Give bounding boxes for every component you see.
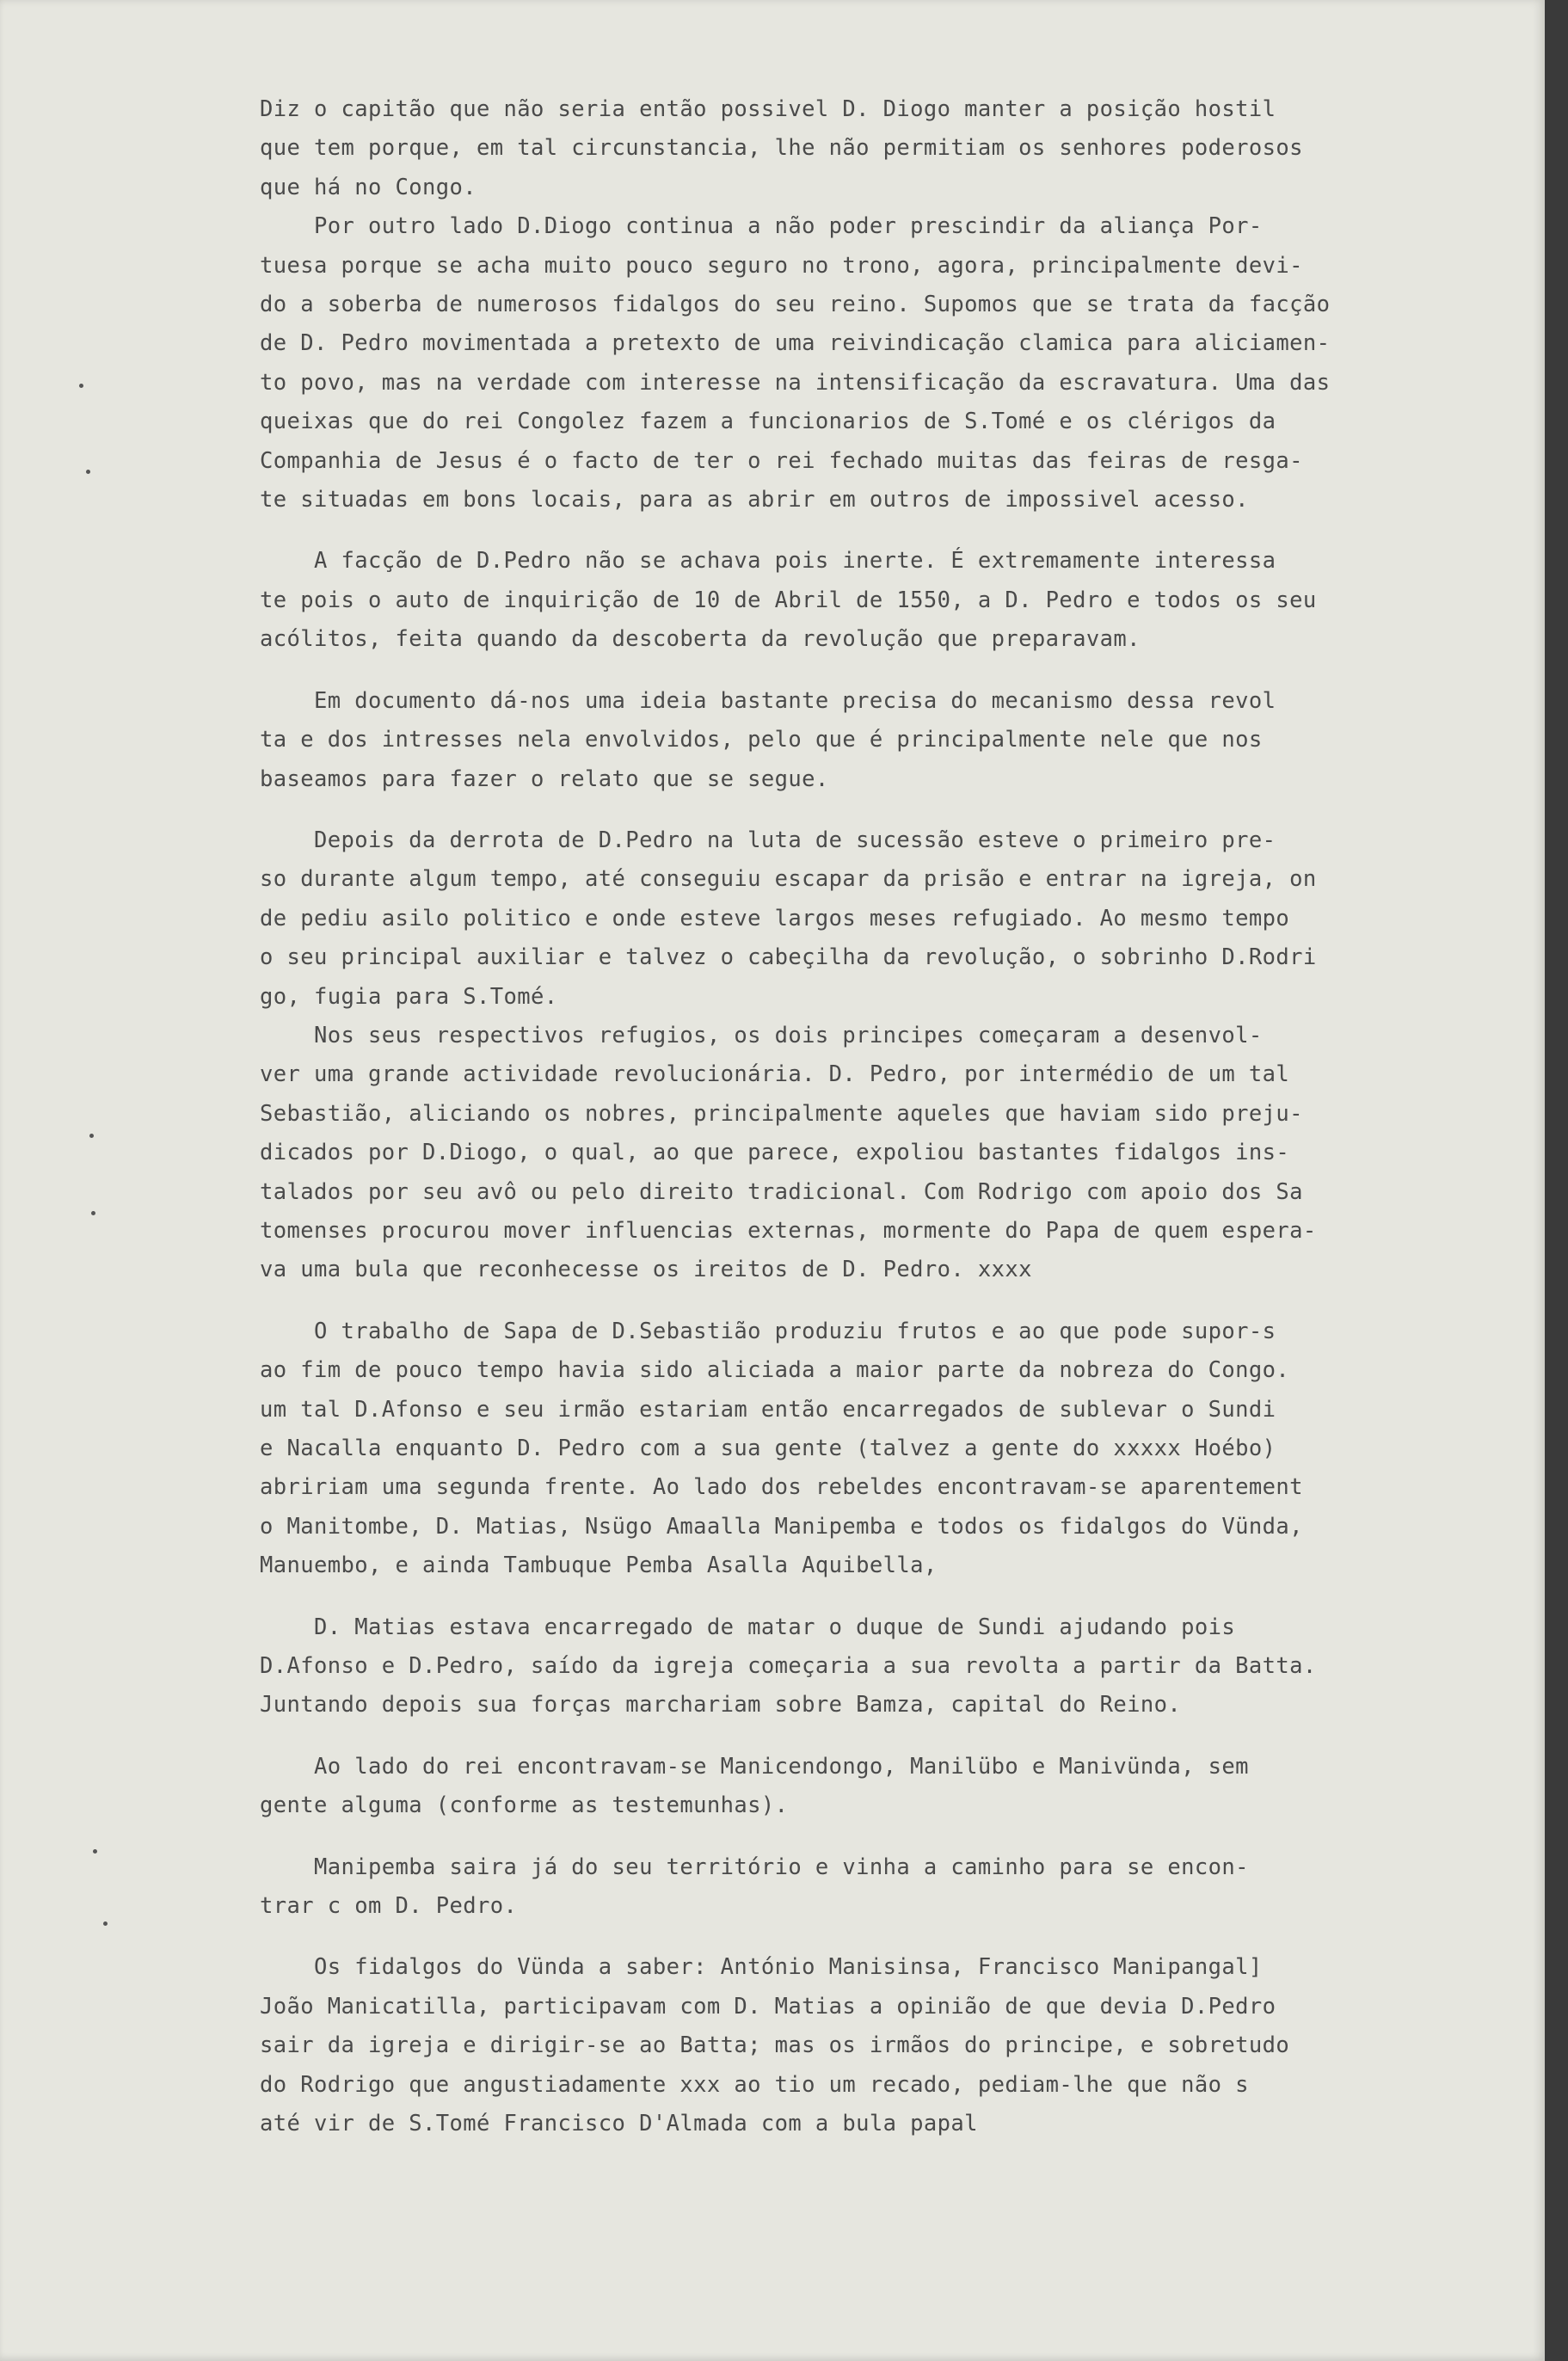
text-line: D. Matias estava encarregado de matar o duque de Sundi ajudando pois (260, 1614, 1236, 1640)
paragraph (260, 542, 1490, 659)
text-line: até vir de S.Tomé Francisco D'Almada com a bula papal (260, 2111, 978, 2137)
text-line: go, fugia para S.Tomé. (260, 983, 558, 1010)
text-line: D.Afonso e D.Pedro, saído da igreja começaria a sua revolta a partir da Batta. (260, 1653, 1317, 1680)
paragraph (260, 1608, 1490, 1725)
text-line: tomenses procurou mover influencias externas, mormente do Papa de quem espera- (260, 1217, 1317, 1244)
text-line: sair da igreja e dirigir-se ao Batta; mas os irmãos do principe, e sobretudo (260, 2032, 1290, 2059)
text-line: que há no Congo. (260, 174, 477, 200)
text-line: acólitos, feita quando da descoberta da revolução que preparavam. (260, 626, 1141, 653)
text-line: e Nacalla enquanto D. Pedro com a sua gente (talvez a gente do xxxxx Hoébo) (260, 1436, 1276, 1461)
text-line: Manuembo, e ainda Tambuque Pemba Asalla Aquibella, (260, 1552, 938, 1579)
text-line: to povo, mas na verdade com interesse na intensificação da escravatura. Uma das (260, 369, 1331, 396)
text-line: Manipemba saira já do seu território e vinha a caminho para se encon- (260, 1854, 1249, 1880)
scan-background-edge (1545, 0, 1568, 2361)
text-line: Juntando depois sua forças marchariam sobre Bamza, capital do Reino. (260, 1692, 1182, 1718)
paragraph (260, 1948, 1490, 2143)
paragraph (260, 821, 1490, 1017)
text-line: o seu principal auxiliar e talvez o cabeçilha da revolução, o sobrinho D.Rodri (260, 944, 1317, 971)
text-line: o Manitombe, D. Matias, Nsügo Amaalla Manipemba e todos os fidalgos do Vünda, (260, 1513, 1303, 1540)
text-line: um tal D.Afonso e seu irmão estariam então encarregados de sublevar o Sundi (260, 1396, 1276, 1423)
text-line: do a soberba de numerosos fidalgos do seu reino. Supomos que se trata da facção (260, 292, 1331, 318)
paragraph (260, 1748, 1490, 1826)
text-line: gente alguma (conforme as testemunhas). (260, 1792, 789, 1819)
text-line: do Rodrigo que angustiadamente xxx ao tio um recado, pediam-lhe que não s (260, 2071, 1249, 2098)
paragraph (260, 207, 1490, 520)
text-line: que tem porque, em tal circunstancia, lhe não permitiam os senhores poderosos (260, 135, 1303, 162)
text-line: Sebastião, aliciando os nobres, principalmente aqueles que haviam sido preju- (260, 1100, 1303, 1127)
text-line: so durante algum tempo, até conseguiu escapar da prisão e entrar na igreja, on (260, 866, 1317, 893)
text-line: te pois o auto de inquirição de 10 de Abril de 1550, a D. Pedro e todos os seu (260, 587, 1317, 613)
paragraph (260, 682, 1490, 799)
text-line: Diz o capitão que não seria então possivel D. Diogo manter a posição hostil (260, 96, 1276, 122)
text-line: ao fim de pouco tempo havia sido aliciada a maior parte da nobreza do Congo. (260, 1357, 1290, 1384)
text-line: talados por seu avô ou pelo direito tradicional. Com Rodrigo com apoio dos Sa (260, 1178, 1303, 1205)
text-line: queixas que do rei Congolez fazem a funcionarios de S.Tomé e os clérigos da (260, 409, 1276, 435)
paragraph (260, 1017, 1490, 1290)
typed-text-body (260, 90, 1490, 2144)
text-line: trar c om D. Pedro. (260, 1893, 518, 1920)
paragraph (260, 1313, 1490, 1586)
text-line: te situadas em bons locais, para as abrir em outros de impossivel acesso. (260, 487, 1249, 513)
text-line: dicados por D.Diogo, o qual, ao que parece, expoliou bastantes fidalgos ins- (260, 1140, 1290, 1166)
text-line: abririam uma segunda frente. Ao lado dos rebeldes encontravam-se aparentement (260, 1474, 1303, 1501)
text-line: João Manicatilla, participavam com D. Matias a opinião de que devia D.Pedro (260, 1993, 1276, 2020)
text-line: ver uma grande actividade revolucionária. D. Pedro, por intermédio de um tal (260, 1061, 1290, 1088)
text-line: de pediu asilo politico e onde esteve largos meses refugiado. Ao mesmo tempo (260, 905, 1290, 931)
text-line: Depois da derrota de D.Pedro na luta de sucessão esteve o primeiro pre- (260, 827, 1276, 853)
text-line: Companhia de Jesus é o facto de ter o rei fechado muitas das feiras de resga- (260, 447, 1303, 474)
text-line: O trabalho de Sapa de D.Sebastião produziu frutos e ao que pode supor-s (260, 1318, 1276, 1344)
text-line: Nos seus respectivos refugios, os dois principes começaram a desenvol- (260, 1022, 1263, 1048)
text-line: A facção de D.Pedro não se achava pois inerte. É extremamente interessa (260, 548, 1276, 575)
paragraph (260, 90, 1490, 207)
paragraph (260, 1848, 1490, 1927)
text-line: ta e dos intresses nela envolvidos, pelo que é principalmente nele que nos (260, 727, 1263, 753)
text-line: tuesa porque se acha muito pouco seguro no trono, agora, principalmente devi- (260, 252, 1303, 279)
text-line: de D. Pedro movimentada a pretexto de uma reivindicação clamica para aliciamen- (260, 330, 1331, 357)
text-line: Em documento dá-nos uma ideia bastante precisa do mecanismo dessa revol (260, 687, 1276, 714)
text-line: baseamos para fazer o relato que se segue. (260, 765, 829, 792)
text-line: Os fidalgos do Vünda a saber: António Manisinsa, Francisco Manipangal] (260, 1954, 1263, 1981)
text-line: va uma bula que reconhecesse os ireitos de D. Pedro. xxxx (260, 1257, 1032, 1283)
text-line: Por outro lado D.Diogo continua a não poder prescindir da aliança Por- (260, 213, 1263, 240)
text-line: Ao lado do rei encontravam-se Manicendongo, Manilübo e Manivünda, sem (260, 1753, 1249, 1780)
